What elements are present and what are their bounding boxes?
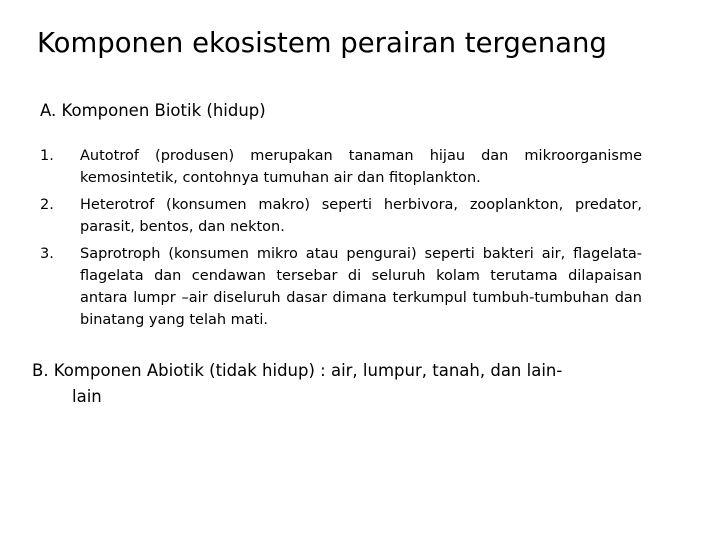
biotic-component-list — [40, 145, 642, 336]
list-item-text: Autotrof (produsen) merupakan tanaman hijau dan mikroorganisme kemosintetik, contohnya tumuhan air dan fitoplankton. — [80, 148, 642, 186]
slide-title: Komponen ekosistem perairan tergenang — [37, 27, 607, 59]
list-item-text: Saprotroph (konsumen mikro atau pengurai) seperti bakteri air, flagelata-flagelata dan cendawan tersebar di seluruh kolam terutama dilapaisan antara lumpr –air diseluruh dasar dimana terkumpul tumbuh-tumbuhan dan binatang yang telah mati. — [80, 246, 642, 328]
section-b-line2: lain — [72, 387, 102, 406]
list-item — [40, 194, 642, 238]
section-b-abiotic — [32, 358, 642, 410]
list-item-text: Heterotrof (konsumen makro) seperti herbivora, zooplankton, predator, parasit, bentos, dan nekton. — [80, 197, 642, 235]
section-a-heading: A. Komponen Biotik (hidup) — [40, 101, 266, 120]
list-item-number: 2. — [40, 197, 54, 213]
list-item-number: 1. — [40, 148, 54, 164]
list-item-number: 3. — [40, 246, 54, 262]
list-item — [40, 145, 642, 189]
section-b-line1: B. Komponen Abiotik (tidak hidup) : air, lumpur, tanah, dan lain- — [32, 361, 563, 380]
list-item — [40, 243, 642, 331]
